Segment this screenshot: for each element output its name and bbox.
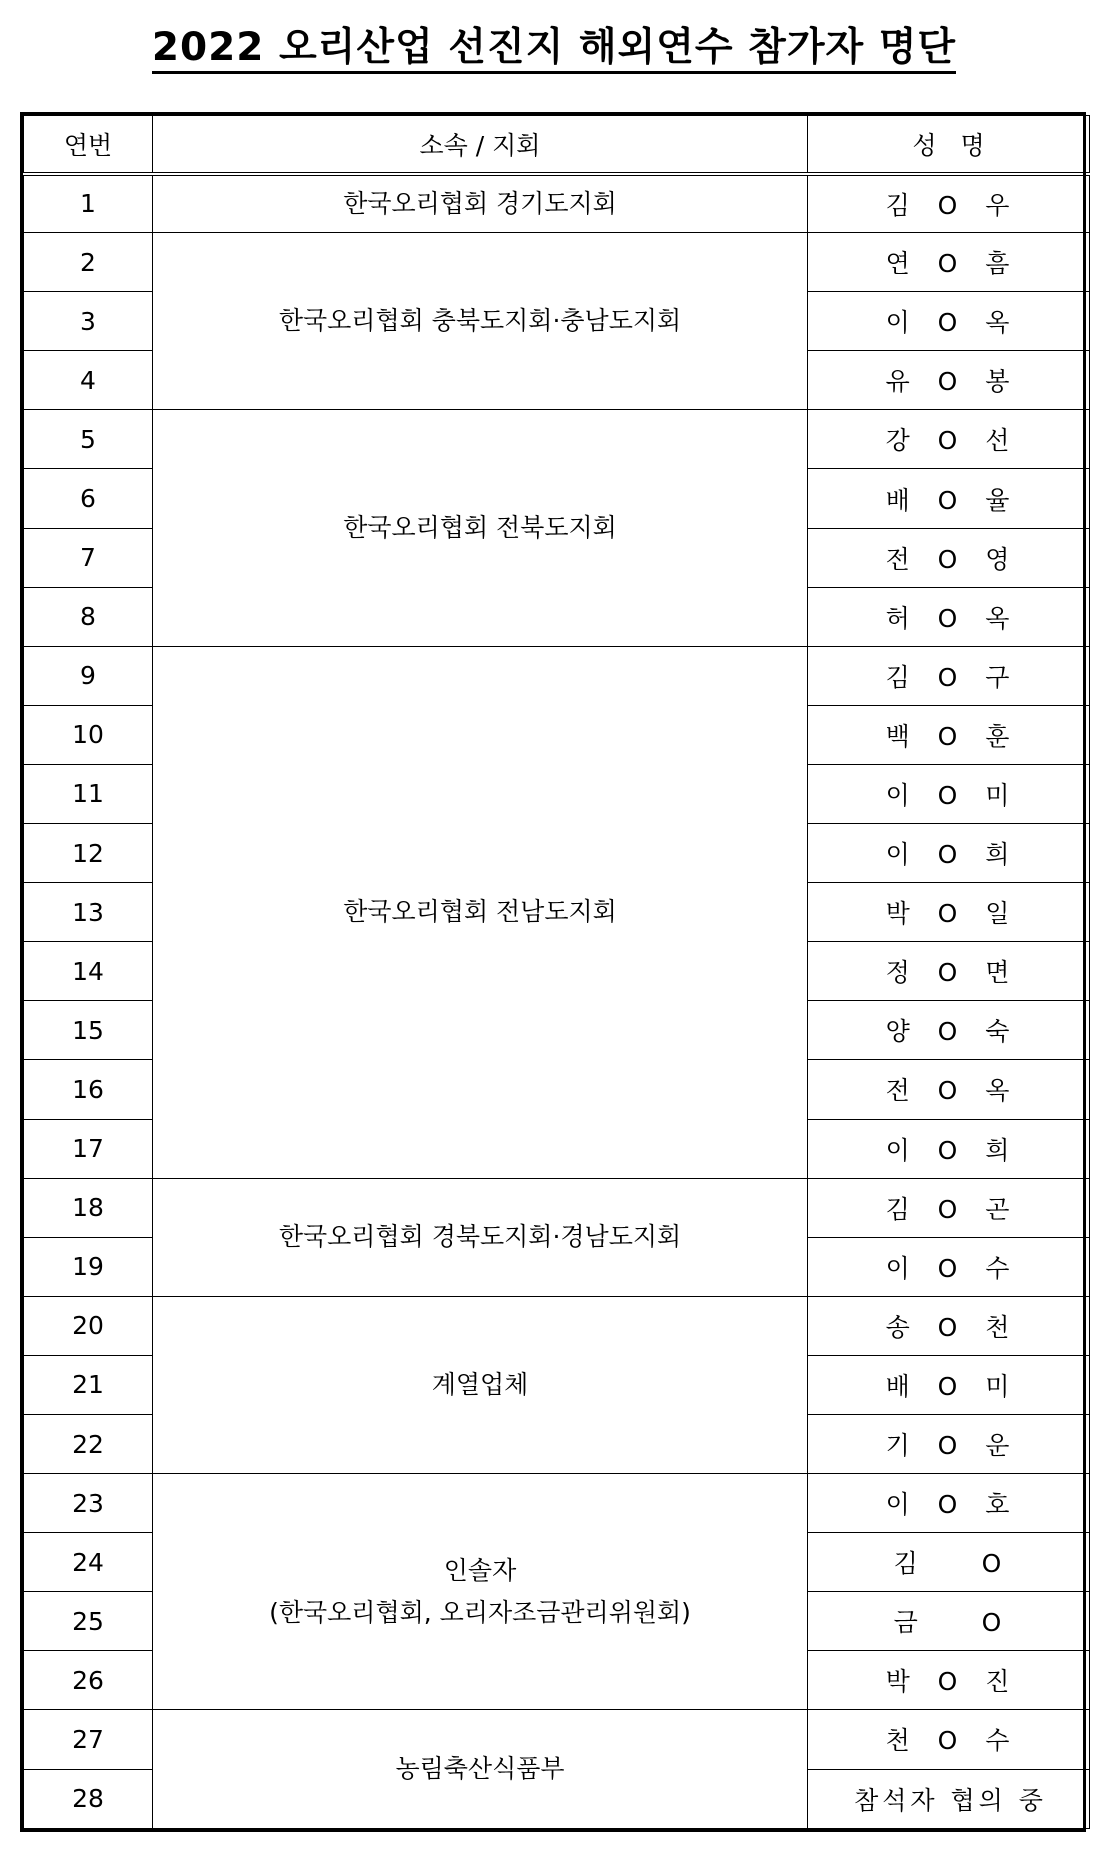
participant-name: 연 O 흠 — [808, 233, 1090, 292]
participant-name: 백 O 훈 — [808, 705, 1090, 764]
header-name: 성 명 — [808, 116, 1090, 174]
affiliation-text: 계열업체 — [431, 1369, 529, 1399]
participant-table-frame — [20, 112, 1086, 1832]
row-number: 16 — [24, 1060, 153, 1119]
header-no: 연번 — [24, 116, 153, 174]
affiliation-cell — [153, 410, 808, 646]
participant-name: 천 O 수 — [808, 1710, 1090, 1769]
participant-name: 금 O — [808, 1592, 1090, 1651]
table-row — [24, 1474, 1090, 1533]
participant-name: 이 O 수 — [808, 1237, 1090, 1296]
participant-name: 배 O 율 — [808, 469, 1090, 528]
participant-name: 박 O 일 — [808, 883, 1090, 942]
table-row — [24, 410, 1090, 469]
table-row — [24, 1178, 1090, 1237]
table-row — [24, 1296, 1090, 1355]
table-body — [24, 174, 1090, 1829]
participant-name: 양 O 숙 — [808, 1001, 1090, 1060]
row-number: 14 — [24, 942, 153, 1001]
table-header-row — [24, 116, 1090, 174]
affiliation-text: 한국오리협회 전북도지회 — [343, 513, 617, 543]
participant-name: 김 O — [808, 1533, 1090, 1592]
participant-name: 배 O 미 — [808, 1355, 1090, 1414]
affiliation-cell — [153, 233, 808, 410]
row-number: 9 — [24, 646, 153, 705]
row-number: 10 — [24, 705, 153, 764]
affiliation-cell — [153, 1710, 808, 1829]
participant-name: 김 O 우 — [808, 174, 1090, 233]
participant-name: 김 O 구 — [808, 646, 1090, 705]
table-row — [24, 174, 1090, 233]
affiliation-cell — [153, 1296, 808, 1473]
row-number: 26 — [24, 1651, 153, 1710]
affiliation-cell — [153, 1474, 808, 1710]
row-number: 4 — [24, 351, 153, 410]
participant-name: 정 O 면 — [808, 942, 1090, 1001]
table-row — [24, 646, 1090, 705]
participant-name: 유 O 봉 — [808, 351, 1090, 410]
affiliation-text: 한국오리협회 경기도지회 — [343, 188, 617, 218]
row-number: 23 — [24, 1474, 153, 1533]
participant-name: 이 O 희 — [808, 824, 1090, 883]
participant-name: 이 O 옥 — [808, 292, 1090, 351]
document-title — [0, 18, 1108, 78]
row-number: 24 — [24, 1533, 153, 1592]
affiliation-text: 인솔자 — [443, 1555, 517, 1585]
row-number: 28 — [24, 1769, 153, 1828]
participant-name: 허 O 옥 — [808, 587, 1090, 646]
affiliation-cell — [153, 1178, 808, 1296]
row-number: 22 — [24, 1414, 153, 1473]
participant-name: 박 O 진 — [808, 1651, 1090, 1710]
participant-table — [23, 115, 1090, 1829]
participant-name: 기 O 운 — [808, 1414, 1090, 1473]
row-number: 12 — [24, 824, 153, 883]
affiliation-text: 농림축산식품부 — [395, 1754, 565, 1784]
row-number: 5 — [24, 410, 153, 469]
row-number: 25 — [24, 1592, 153, 1651]
participant-name: 이 O 희 — [808, 1119, 1090, 1178]
row-number: 19 — [24, 1237, 153, 1296]
row-number: 6 — [24, 469, 153, 528]
row-number: 1 — [24, 174, 153, 233]
participant-name: 송 O 천 — [808, 1296, 1090, 1355]
row-number: 15 — [24, 1001, 153, 1060]
row-number: 11 — [24, 764, 153, 823]
participant-name: 전 O 옥 — [808, 1060, 1090, 1119]
affiliation-cell — [153, 174, 808, 233]
table-row — [24, 233, 1090, 292]
table-row — [24, 1710, 1090, 1769]
row-number: 8 — [24, 587, 153, 646]
row-number: 21 — [24, 1355, 153, 1414]
row-number: 7 — [24, 528, 153, 587]
row-number: 27 — [24, 1710, 153, 1769]
participant-name: 참석자 협의 중 — [808, 1769, 1090, 1828]
row-number: 18 — [24, 1178, 153, 1237]
participant-name: 김 O 곤 — [808, 1178, 1090, 1237]
header-affiliation: 소속 / 지회 — [153, 116, 808, 174]
participant-name: 이 O 호 — [808, 1474, 1090, 1533]
affiliation-cell — [153, 646, 808, 1178]
participant-name: 이 O 미 — [808, 764, 1090, 823]
row-number: 20 — [24, 1296, 153, 1355]
participant-name: 강 O 선 — [808, 410, 1090, 469]
participant-name: 전 O 영 — [808, 528, 1090, 587]
row-number: 2 — [24, 233, 153, 292]
affiliation-text: (한국오리협회, 오리자조금관리위원회) — [269, 1597, 691, 1627]
row-number: 17 — [24, 1119, 153, 1178]
affiliation-text: 한국오리협회 경북도지회·경남도지회 — [278, 1222, 682, 1252]
affiliation-text: 한국오리협회 전남도지회 — [343, 897, 617, 927]
document-title-text: 2022 오리산업 선진지 해외연수 참가자 명단 — [152, 25, 956, 74]
affiliation-text: 한국오리협회 충북도지회·충남도지회 — [278, 306, 682, 336]
row-number: 13 — [24, 883, 153, 942]
row-number: 3 — [24, 292, 153, 351]
